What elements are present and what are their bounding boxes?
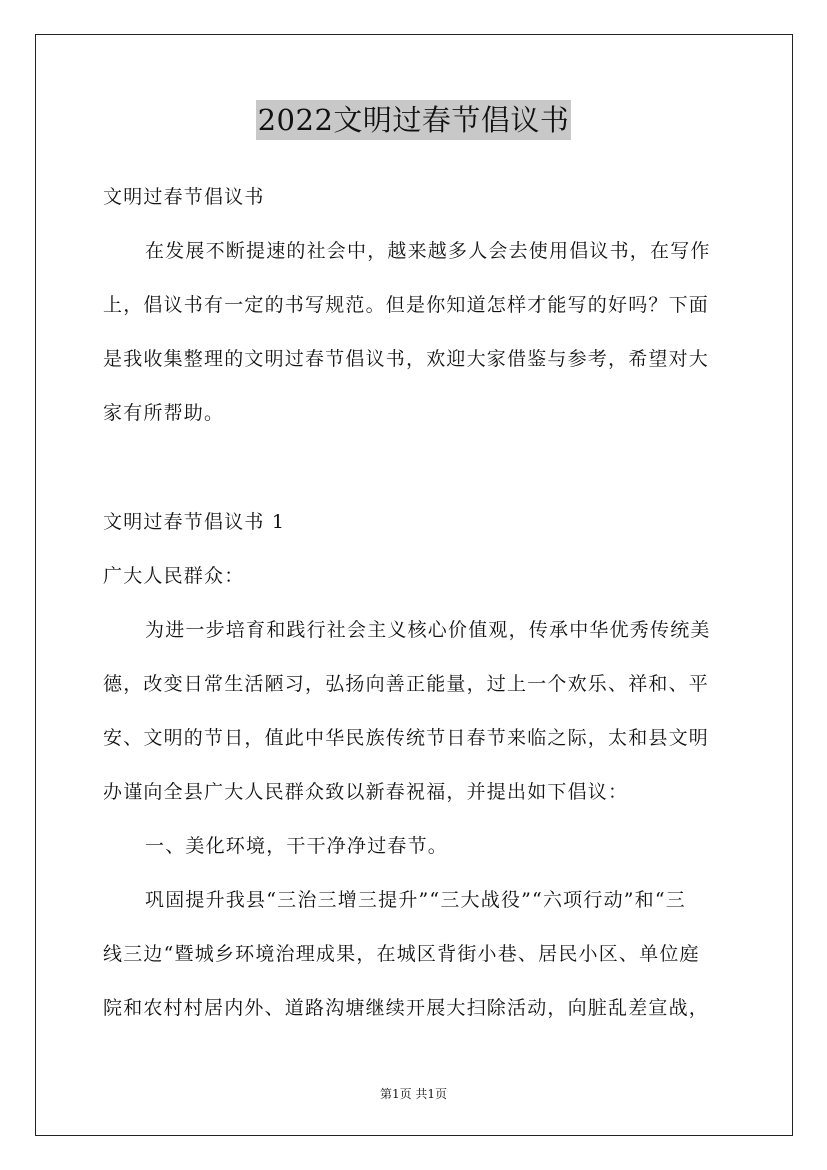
body-line: 为进一步培育和践行社会主义核心价值观，传承中华优秀传统美	[145, 619, 711, 641]
intro-line: 家有所帮助。	[103, 402, 225, 424]
subtitle: 文明过春节倡议书	[103, 186, 265, 208]
point-one-line: 巩固提升我县“三治三增三提升”“三大战役”“六项行动”和“三	[145, 889, 686, 911]
point-one-line: 院和农村村居内外、道路沟塘继续开展大扫除活动，向脏乱差宣战，	[103, 997, 710, 1019]
intro-line: 在发展不断提速的社会中，越来越多人会去使用倡议书，在写作	[145, 240, 711, 262]
point-one-heading: 一、美化环境，干干净净过春节。	[145, 835, 449, 857]
body-line: 安、文明的节日，值此中华民族传统节日春节来临之际，太和县文明	[103, 727, 710, 749]
section-title: 文明过春节倡议书 1	[103, 511, 286, 533]
salutation: 广大人民群众：	[103, 565, 245, 587]
document-title: 2022文明过春节倡议书	[256, 100, 572, 140]
intro-line: 是我收集整理的文明过春节倡议书，欢迎大家借鉴与参考，希望对大	[103, 348, 710, 370]
body-line: 德，改变日常生活陋习，弘扬向善正能量，过上一个欢乐、祥和、平	[103, 673, 710, 695]
intro-line: 上，倡议书有一定的书写规范。但是你知道怎样才能写的好吗？下面	[103, 294, 710, 316]
point-one-line: 线三边“暨城乡环境治理成果，在城区背街小巷、居民小区、单位庭	[103, 943, 700, 965]
title-container	[0, 100, 827, 140]
page-footer: 第1页 共1页	[379, 1087, 448, 1101]
body-line: 办谨向全县广大人民群众致以新春祝福，并提出如下倡议：	[103, 781, 629, 803]
